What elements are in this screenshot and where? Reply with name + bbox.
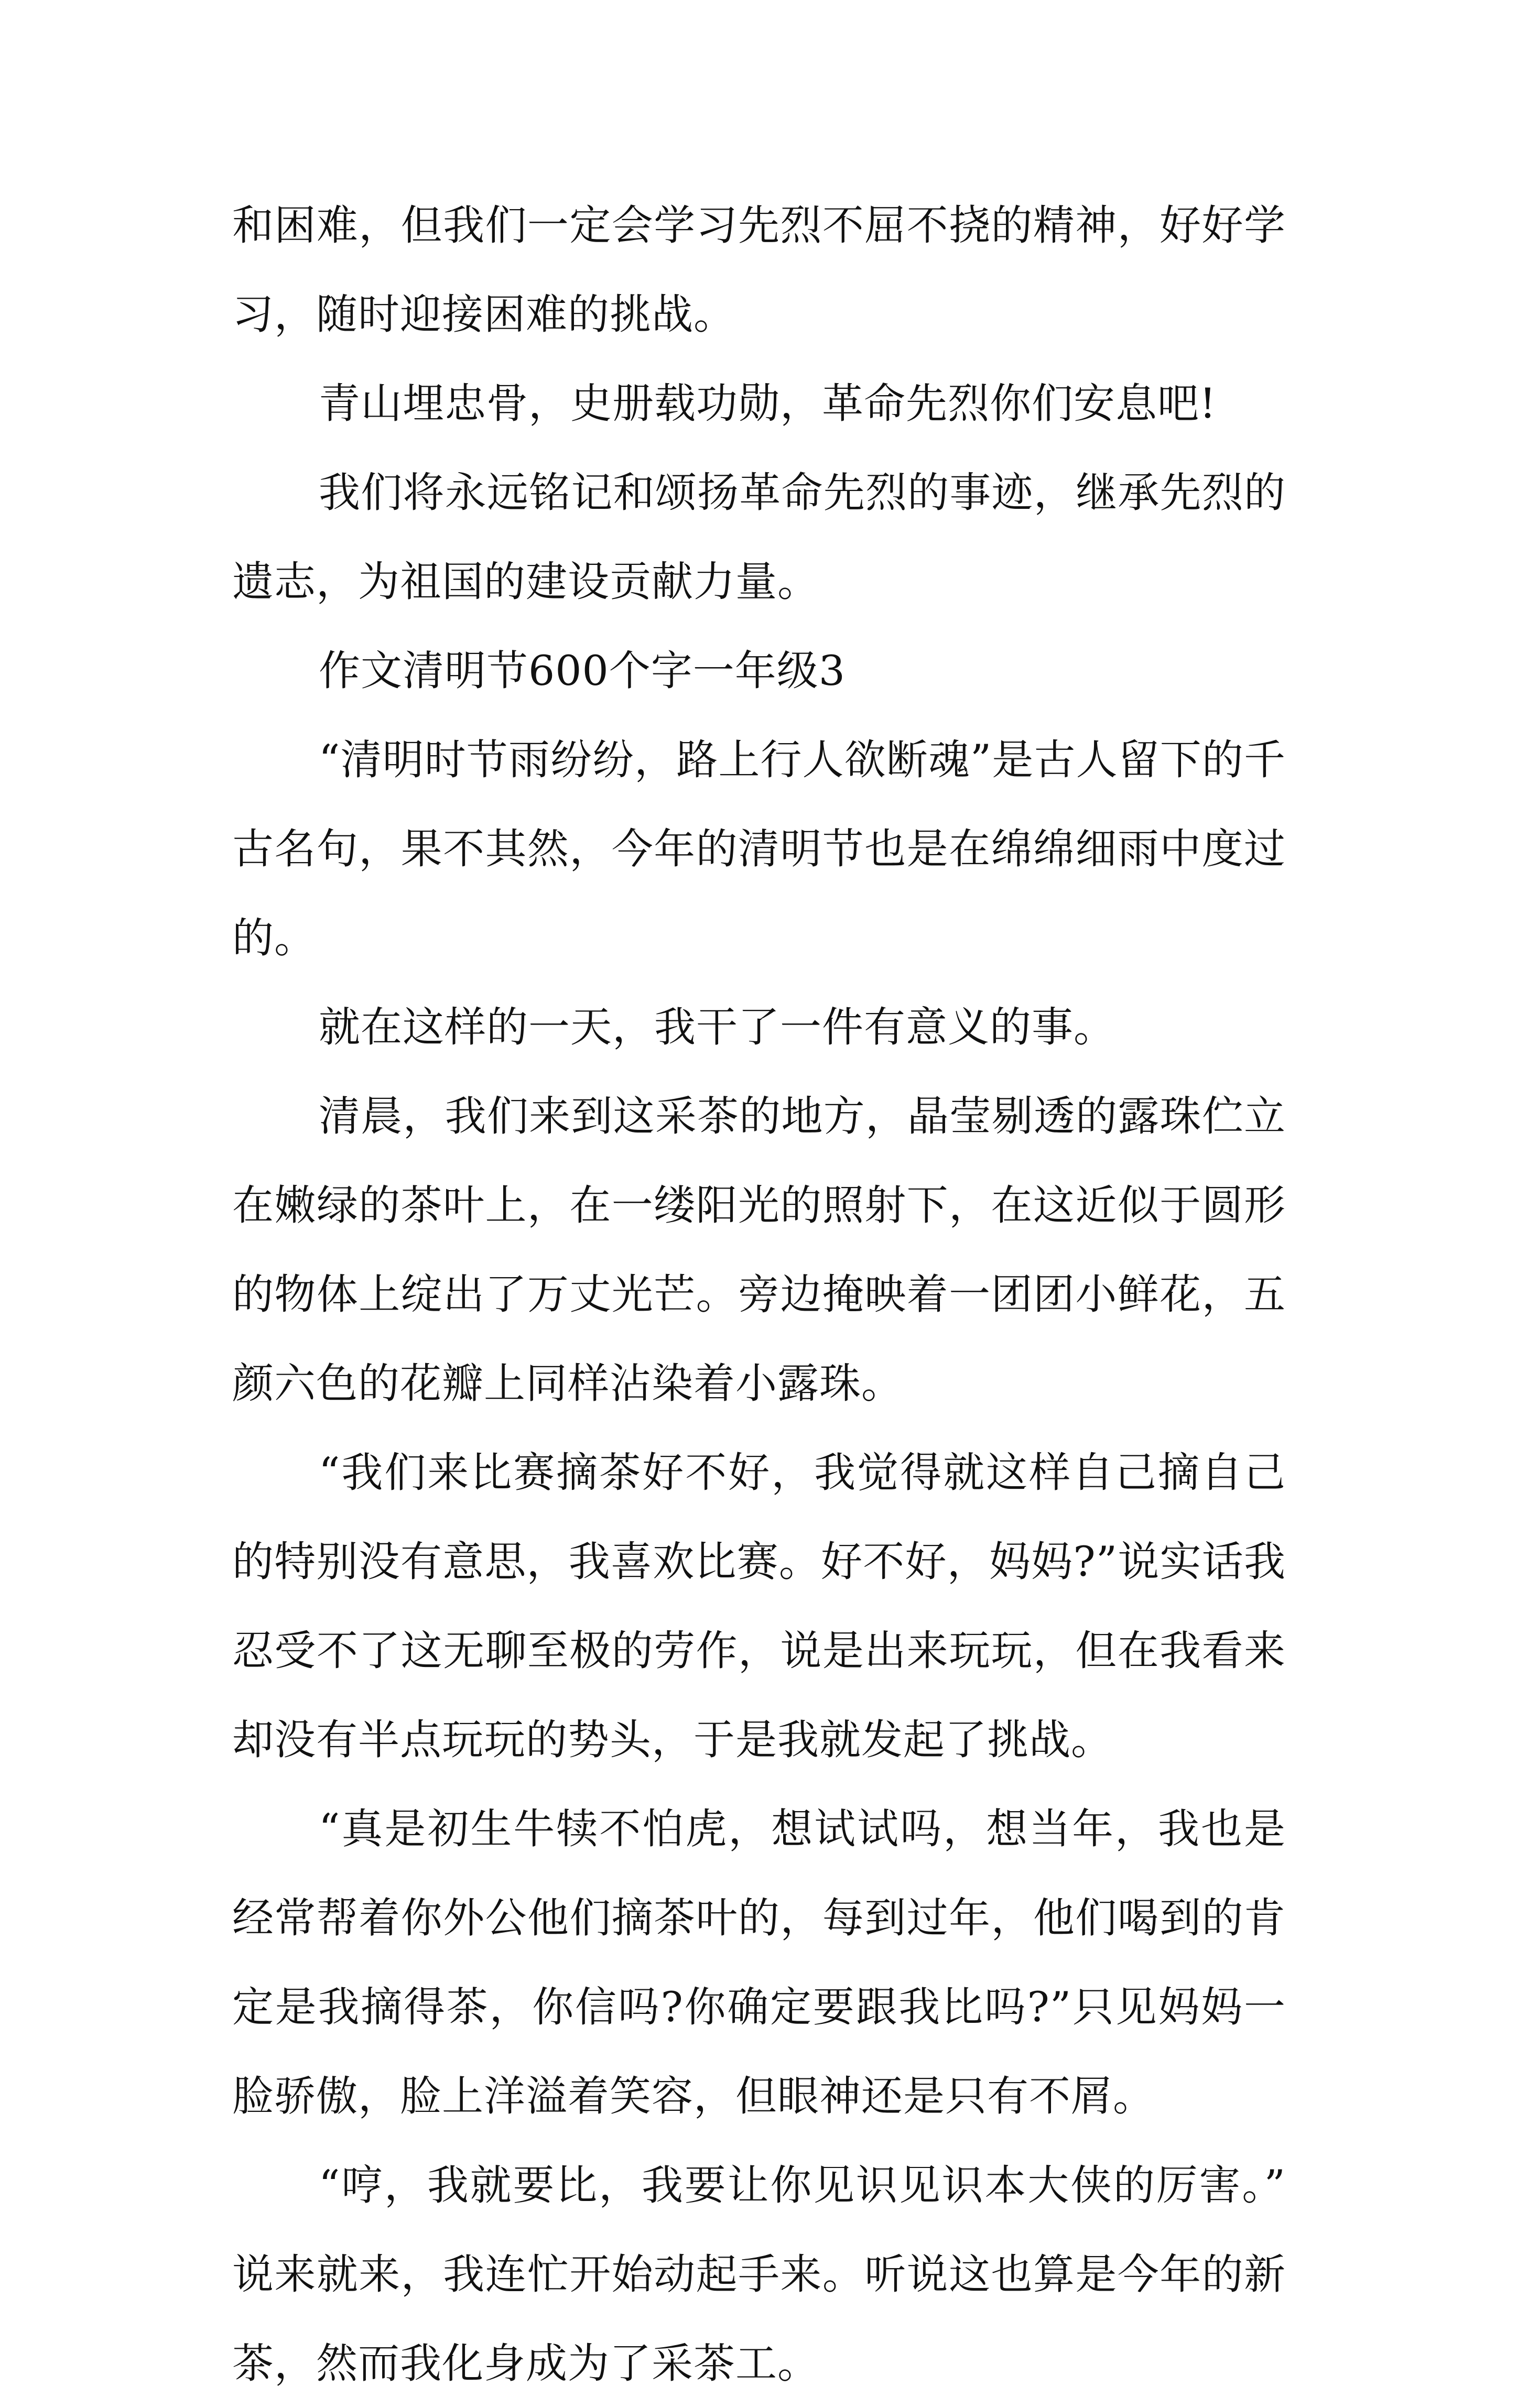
paragraph: 我们将永远铭记和颂扬革命先烈的事迹，继承先烈的遗志，为祖国的建设贡献力量。 [232,468,1286,606]
paragraph: 青山埋忠骨，史册载功勋，革命先烈你们安息吧! [319,379,1217,428]
paragraph: “我们来比赛摘茶好不好，我觉得就这样自己摘自己的特别没有意思，我喜欢比赛。好不好，妈妈?”说实话我忍受不了这无聊至极的劳作，说是出来玩玩，但在我看来却没有半点玩玩的势头，于是我就发起了挑战。 [232,1448,1286,1764]
section-heading: 作文清明节600个字一年级3 [319,647,846,695]
paragraph: “真是初生牛犊不怕虎，想试试吗，想当年，我也是经常帮着你外公他们摘茶叶的，每到过年，他们喝到的肯定是我摘得茶，你信吗?你确定要跟我比吗?”只见妈妈一脸骄傲，脸上洋溢着笑容，但眼神还是只有不屑。 [232,1805,1286,2120]
paragraph: “清明时节雨纷纷，路上行人欲断魂”是古人留下的千古名句，果不其然，今年的清明节也是在绵绵细雨中度过的。 [232,736,1286,962]
paragraph: 就在这样的一天，我干了一件有意义的事。 [319,1003,1115,1051]
paragraph: 清晨，我们来到这采茶的地方，晶莹剔透的露珠伫立在嫩绿的茶叶上，在一缕阳光的照射下，在这近似于圆形的物体上绽出了万丈光芒。旁边掩映着一团团小鲜花，五颜六色的花瓣上同样沾染着小露珠。 [232,1092,1286,1408]
paragraph: “哼，我就要比，我要让你见识见识本大侠的厉害。”说来就来，我连忙开始动起手来。听说这也算是今年的新茶，然而我化身成为了采茶工。 [232,2161,1286,2388]
document-body [232,181,1286,2408]
paragraph-continued: 和困难，但我们一定会学习先烈不屈不挠的精神，好好学习，随时迎接困难的挑战。 [232,201,1286,339]
